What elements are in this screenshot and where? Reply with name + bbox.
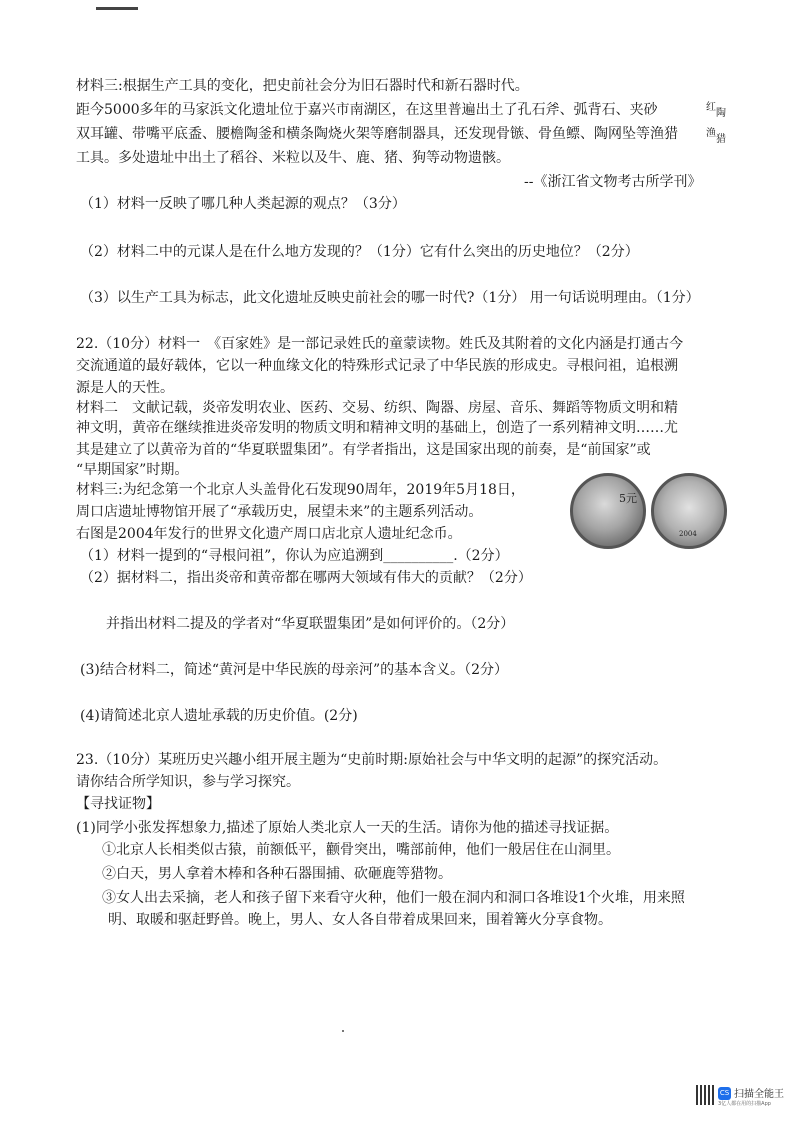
material-3-source: --《浙江省文物考古所学刊》	[524, 174, 702, 190]
coin-year: 2004	[679, 530, 697, 538]
coin-denomination: 5元	[619, 492, 637, 505]
question-22-3: (3)结合材料二，简述“黄河是中华民族的母亲河”的基本含义。（2分）	[80, 662, 509, 678]
question-22-material-3-line-3: 右图是2004年发行的世界文化遗产周口店北京人遗址纪念币。	[76, 526, 462, 542]
question-23-item-2: ②白天，男人拿着木棒和各种石器围捕、砍砸鹿等猎物。	[102, 866, 452, 882]
qr-code-icon	[696, 1085, 714, 1105]
question-23-item-1: ①北京人长相类似古猿，前额低平，颧骨突出，嘴部前伸，他们一般居住在山洞里。	[102, 842, 620, 858]
question-22-2: （2）据材料二，指出炎帝和黄帝都在哪两大领域有伟大的贡献？（2分）	[80, 570, 532, 586]
question-21-1: （1）材料一反映了哪几种人类起源的观点？（3分）	[80, 196, 406, 212]
scanner-tagline: 3亿人都在用的扫描App	[718, 1101, 771, 1107]
question-21-3: （3）以生产工具为标志，此文化遗址反映史前社会的哪一时代?（1分） 用一句话说明理由。（1分）	[80, 290, 700, 306]
question-22-material-1-line-1: 22.（10分）材料一 《百家姓》是一部记录姓氏的童蒙读物。姓氏及其附着的文化内涵是打通古今	[76, 336, 684, 352]
question-22-4: (4)请简述北京人遗址承载的历史价值。(2分)	[80, 708, 358, 724]
question-22-1: （1）材料一提到的“寻根问祖”，你认为应追溯到__________.（2分）	[80, 548, 509, 564]
scan-speck	[342, 1030, 344, 1032]
margin-char: 渔	[706, 128, 716, 139]
question-23-intro-line-1: 23.（10分）某班历史兴趣小组开展主题为“史前时期:原始社会与中华文明的起源”的探究活动。	[76, 752, 668, 768]
material-3-text-line-2: 双耳罐、带嘴平底盉、腰檐陶釜和横条陶烧火架等磨制器具，还发现骨镞、骨鱼鳔、陶网坠等渔猎	[76, 126, 678, 142]
question-22-material-2-line-4: “早期国家”时期。	[76, 462, 189, 478]
material-3-text-line-3: 工具。多处遗址中出土了稻谷、米粒以及牛、鹿、猪、狗等动物遗骸。	[76, 150, 510, 166]
scanner-watermark	[696, 1085, 786, 1107]
question-22-material-2-line-3: 其是建立了以黄帝为首的“华夏联盟集团”。有学者指出，这是国家出现的前奏，是“前国家”或	[76, 442, 651, 458]
question-23-item-3-line-1: ③女人出去采摘，老人和孩子留下来看守火种，他们一般在洞内和洞口各堆设1个火堆，用来照	[102, 890, 685, 906]
commemorative-coin-obverse	[651, 473, 727, 549]
commemorative-coin-reverse	[570, 473, 646, 549]
margin-char: 猎	[716, 134, 726, 145]
scan-edge-mark	[96, 7, 138, 10]
question-22-material-1-line-3: 源是人的天性。	[76, 380, 174, 396]
camscanner-logo-icon: CS	[718, 1087, 731, 1100]
question-22-material-2-line-2: 神文明，黄帝在继续推进炎帝发明的物质文明和精神文明的基础上，创造了一系列精神文明……尤	[76, 420, 678, 436]
scanner-brand: 扫描全能王	[734, 1089, 784, 1100]
margin-char: 陶	[716, 108, 726, 119]
question-22-material-2-line-1: 材料二 文献记载，炎帝发明农业、医药、交易、纺织、陶器、房屋、音乐、舞蹈等物质文明和精	[76, 400, 678, 416]
margin-char: 红	[706, 102, 716, 113]
question-23-1: (1)同学小张发挥想象力,描述了原始人类北京人一天的生活。请你为他的描述寻找证据。	[76, 820, 619, 836]
question-21-2: （2）材料二中的元谋人是在什么地方发现的？（1分）它有什么突出的历史地位？（2分）	[80, 244, 639, 260]
question-22-material-1-line-2: 交流通道的最好载体，它以一种血缘文化的特殊形式记录了中华民族的形成史。寻根问祖，追根溯	[76, 358, 678, 374]
question-23-intro-line-2: 请你结合所学知识，参与学习探究。	[76, 774, 300, 790]
material-3-text-line-1: 距今5000多年的马家浜文化遗址位于嘉兴市南湖区，在这里普遍出土了孔石斧、弧背石、夹砂	[76, 102, 658, 118]
question-22-material-3-line-2: 周口店遗址博物馆开展了“承载历史，展望未来”的主题系列活动。	[76, 504, 483, 520]
material-3-heading: 材料三:根据生产工具的变化，把史前社会分为旧石器时代和新石器时代。	[76, 78, 529, 94]
question-22-material-3-line-1: 材料三:为纪念第一个北京人头盖骨化石发现90周年，2019年5月18日，	[76, 482, 525, 498]
question-23-item-3-line-2: 明、取暖和驱赶野兽。晚上，男人、女人各自带着成果回来，围着篝火分享食物。	[108, 912, 612, 928]
question-23-section-heading: 【寻找证物】	[76, 796, 160, 812]
question-22-2-followup: 并指出材料二提及的学者对“华夏联盟集团”是如何评价的。（2分）	[106, 616, 515, 632]
